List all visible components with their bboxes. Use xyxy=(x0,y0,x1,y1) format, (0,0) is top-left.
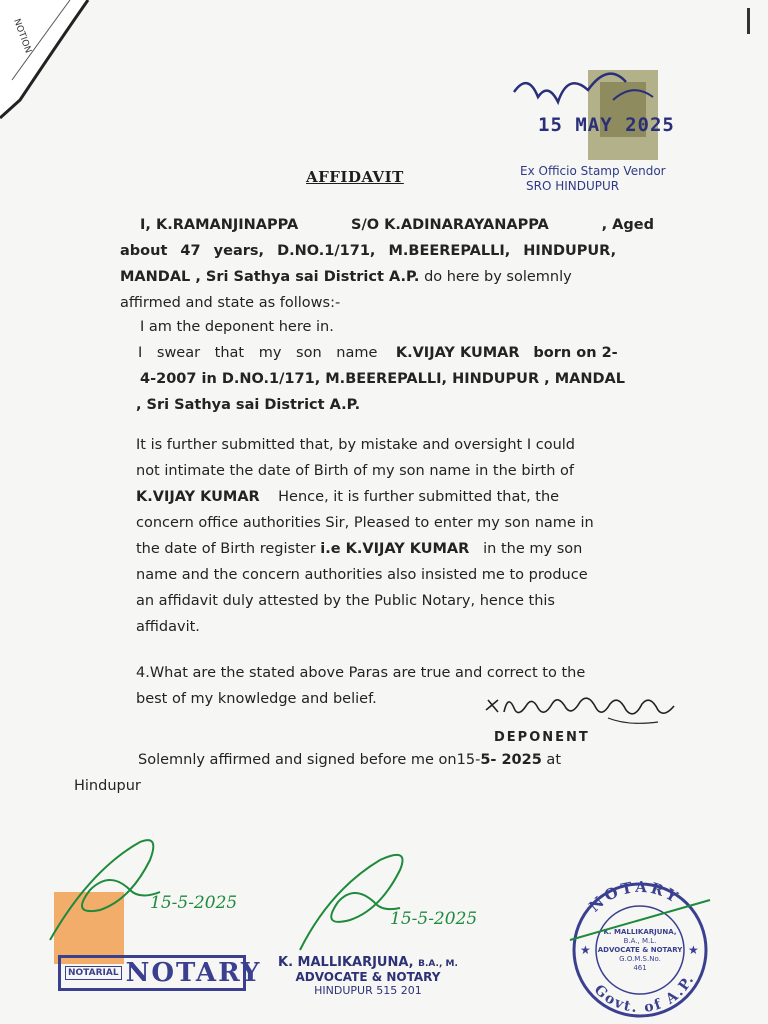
document-title: AFFIDAVIT xyxy=(306,168,404,186)
para2-line-6: name and the concern authorities also insisted me to produce xyxy=(136,567,588,583)
stamp-date: 15 MAY 2025 xyxy=(538,114,675,136)
notarial-small: NOTARIAL xyxy=(65,966,122,980)
seal-center-4: G.O.M.S.No. xyxy=(619,955,661,963)
stamp-vendor-line2: SRO HINDUPUR xyxy=(526,179,620,193)
seal-star-right: ★ xyxy=(688,943,699,957)
para1-line-1: I am the deponent here in. xyxy=(140,319,334,335)
paragraph-2 xyxy=(136,432,652,640)
para2-register: the date of Birth register xyxy=(136,541,316,557)
paragraph-1 xyxy=(136,314,652,418)
seal-center-3: ADVOCATE & NOTARY xyxy=(597,946,683,954)
para1-line-2 xyxy=(138,340,652,366)
para1-swear: I swear that my son name xyxy=(138,345,378,361)
para2-hence: Hence, it is further submitted that, the xyxy=(278,489,560,505)
intro-district: MANDAL , Sri Sathya sai District A.P. xyxy=(120,269,420,285)
advocate-name-text: K. MALLIKARJUNA, xyxy=(278,955,414,970)
revenue-stamp-area xyxy=(508,52,708,192)
advocate-stamp xyxy=(278,955,458,997)
para2-my-son: in the my son xyxy=(483,541,583,557)
advocate-name xyxy=(278,955,458,970)
deponent-signature xyxy=(478,688,688,732)
notary-signature-1 xyxy=(30,830,300,950)
seal-center-5: 461 xyxy=(633,964,647,972)
para1-line-3: 4-2007 in D.NO.1/171, M.BEEREPALLI, HINDUPUR , MANDAL xyxy=(140,371,626,387)
notary-signature-2 xyxy=(290,850,550,960)
para3-line-2: best of my knowledge and belief. xyxy=(136,691,377,707)
notary-big: NOTARY xyxy=(125,958,262,988)
revenue-stamp-graphic xyxy=(508,52,708,162)
para2-line-4: concern office authorities Sir, Pleased to enter my son name in xyxy=(136,515,594,531)
place: Hindupur xyxy=(74,778,141,794)
solemn-affirmation xyxy=(138,752,561,768)
para2-line-1: It is further submitted that, by mistake and oversight I could xyxy=(136,437,575,453)
born-on: born on 2- xyxy=(533,345,618,361)
intro-aged: , Aged xyxy=(601,217,654,233)
son-name-3: i.e K.VIJAY KUMAR xyxy=(320,541,470,557)
advocate-address: HINDUPUR 515 201 xyxy=(314,984,422,997)
deponent-name: I, K.RAMANJINAPPA xyxy=(140,217,299,233)
solemn-date-day: 15- xyxy=(456,752,481,768)
solemn-text: Solemnly affirmed and signed before me on xyxy=(138,752,457,768)
advocate-title: ADVOCATE & NOTARY xyxy=(295,970,441,984)
intro-paragraph xyxy=(120,212,654,316)
stamp-vendor xyxy=(520,164,666,194)
para1-line-4: , Sri Sathya sai District A.P. xyxy=(136,397,361,413)
svg-text:NOTION: NOTION xyxy=(11,17,33,55)
intro-solemnly: do here by solemnly xyxy=(424,269,572,285)
seal-top-text: NOTARY xyxy=(585,880,684,916)
svg-text:15-5-2025: 15-5-2025 xyxy=(150,893,238,913)
corner-stamp-fragment xyxy=(0,0,110,120)
intro-line-4: affirmed and state as follows:- xyxy=(120,295,341,311)
deponent-parent: S/O K.ADINARAYANAPPA xyxy=(351,217,549,233)
advocate-qual: B.A., M. xyxy=(418,959,458,969)
para3-line-1: 4.What are the stated above Paras are true and correct to the xyxy=(136,665,586,681)
intro-line-1 xyxy=(120,212,654,238)
son-name: K.VIJAY KUMAR xyxy=(395,345,520,361)
para2-line-8: affidavit. xyxy=(136,619,200,635)
deponent-label: DEPONENT xyxy=(494,730,590,745)
son-name-2: K.VIJAY KUMAR xyxy=(136,489,260,505)
seal-star-left: ★ xyxy=(580,943,591,957)
svg-text:15-5-2025: 15-5-2025 xyxy=(390,909,478,929)
para2-line-7: an affidavit duly attested by the Public Notary, hence this xyxy=(136,593,555,609)
intro-line-2: about 47 years, D.NO.1/171, M.BEEREPALLI, HINDUPUR, xyxy=(120,243,617,259)
para2-line-3 xyxy=(136,484,652,510)
stamp-vendor-line1: Ex Officio Stamp Vendor xyxy=(520,164,666,178)
para2-line-5 xyxy=(136,536,652,562)
solemn-tail: at xyxy=(541,752,562,768)
seal-center-1: K. MALLIKARJUNA, xyxy=(603,928,677,936)
notary-label-box xyxy=(58,955,262,991)
seal-center-2: B.A., M.L. xyxy=(623,937,657,945)
intro-line-3 xyxy=(120,264,654,290)
seal-bottom-text: Govt. of A.P. xyxy=(590,971,699,1017)
notary-seal xyxy=(560,880,720,1020)
para2-line-2: not intimate the date of Birth of my son name in the birth of xyxy=(136,463,574,479)
edge-mark xyxy=(747,8,750,34)
solemn-date-rest: 5- 2025 xyxy=(480,752,542,768)
